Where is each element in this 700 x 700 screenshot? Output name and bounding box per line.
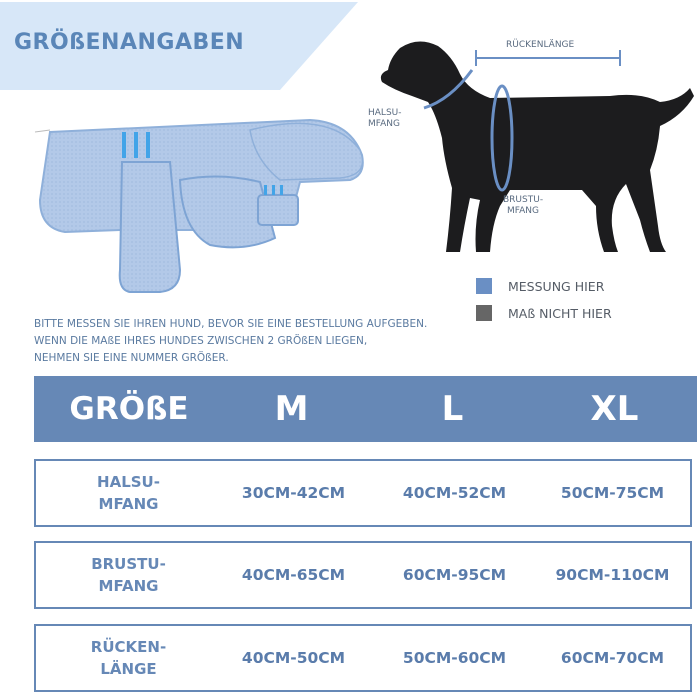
neck-label-line1: HALSU- [368, 108, 402, 118]
instructions-line1: BITTE MESSEN SIE IHREN HUND, BEVOR SIE EINE BESTELLUNG AUFGEBEN. [34, 318, 428, 330]
legend-measure-here [476, 277, 696, 295]
row-label-line2: LÄNGE [100, 660, 157, 678]
legend-measure-text: MESSUNG HIER [508, 279, 605, 294]
dog-silhouette [360, 30, 700, 270]
instructions-line2: WENN DIE MAßE IHRES HUNDES ZWISCHEN 2 GRÖßEN LIEGEN, [34, 335, 368, 347]
cell-m: 30CM-42CM [241, 484, 346, 502]
chest-label [503, 195, 543, 217]
header-xl: XL [590, 389, 639, 429]
neck-label-line2: MFANG [368, 119, 400, 129]
cell-l: 40CM-52CM [402, 484, 507, 502]
cell-l: 50CM-60CM [402, 649, 507, 667]
table-row-back [34, 624, 692, 692]
row-label [36, 471, 221, 515]
row-label [36, 553, 221, 597]
chest-label-line1: BRUSTU- [503, 195, 544, 205]
legend-not-here [476, 304, 696, 322]
neck-label [368, 108, 402, 130]
instructions [34, 316, 484, 367]
page-title: GRÖßENANGABEN [14, 30, 245, 55]
back-length-label: RÜCKENLÄNGE [506, 40, 575, 50]
bathrobe-illustration [30, 100, 370, 300]
row-label-line1: HALSU- [97, 473, 160, 491]
title-banner [0, 0, 360, 90]
row-label-line1: RÜCKEN- [90, 638, 167, 656]
row-label [36, 636, 221, 680]
header-l: L [441, 389, 464, 429]
row-label-line2: MFANG [98, 577, 159, 595]
instructions-line3: NEHMEN SIE EINE NUMMER GRÖßER. [34, 352, 229, 364]
size-table-header [34, 376, 697, 442]
cell-xl: 60CM-70CM [560, 649, 665, 667]
cell-xl: 90CM-110CM [555, 566, 670, 584]
cell-m: 40CM-65CM [241, 566, 346, 584]
chest-label-line2: MFANG [507, 206, 540, 216]
table-row-neck [34, 459, 692, 527]
cell-l: 60CM-95CM [402, 566, 507, 584]
row-label-line2: MFANG [98, 495, 159, 513]
cell-m: 40CM-50CM [241, 649, 346, 667]
measure-swatch [476, 278, 492, 294]
header-size: GRÖßE [69, 391, 189, 427]
legend-not-text: MAß NICHT HIER [508, 306, 612, 321]
cell-xl: 50CM-75CM [560, 484, 665, 502]
table-row-chest [34, 541, 692, 609]
header-m: M [274, 389, 309, 429]
row-label-line1: BRUSTU- [91, 555, 166, 573]
